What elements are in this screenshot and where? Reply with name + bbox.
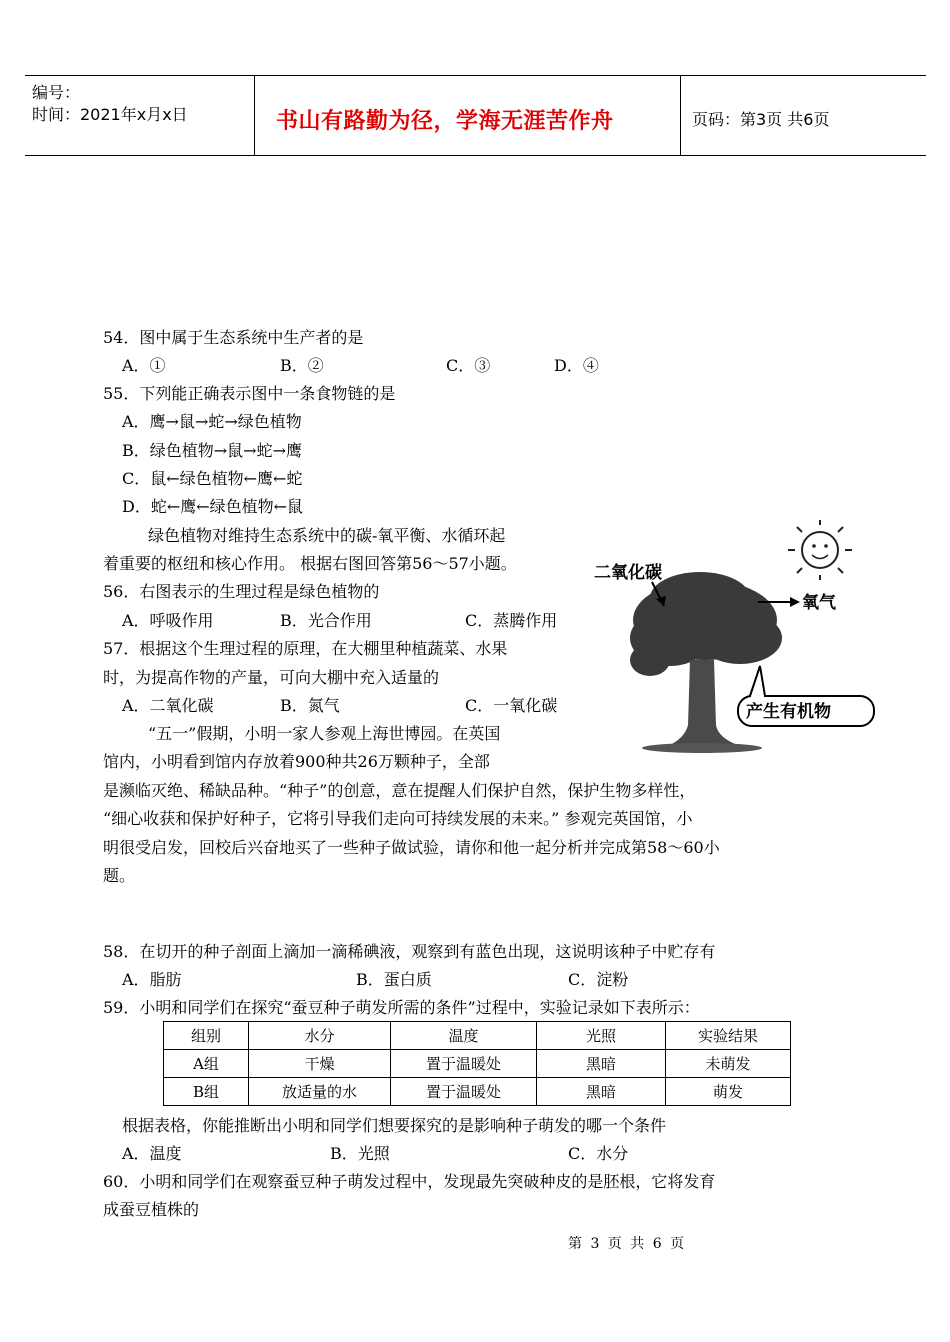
header-top-line — [25, 75, 926, 76]
q56-option-c: C．蒸腾作用 — [465, 611, 558, 630]
intro2-line1: “五一”假期，小明一家人参观上海世博园。在英国 — [148, 724, 501, 743]
header-number: 编号： — [32, 83, 81, 102]
q58-option-b: B．蛋白质 — [356, 970, 432, 989]
intro1-line1: 绿色植物对维持生态系统中的碳-氧平衡、水循环起 — [148, 526, 506, 545]
q57-stem-line1: 57．根据这个生理过程的原理，在大棚里种植蔬菜、水果 — [103, 639, 508, 658]
page-footer: 第 3 页 共 6 页 — [568, 1236, 687, 1252]
label-o2: 氧气 — [802, 593, 836, 613]
q58-stem: 58．在切开的种子剖面上滴加一滴稀碘液，观察到有蓝色出现，这说明该种子中贮存有 — [103, 942, 716, 961]
table-header-cell: 组别 — [164, 1022, 249, 1050]
q59-option-c: C．水分 — [568, 1144, 629, 1163]
q55-option-b: B．绿色植物→鼠→蛇→鹰 — [122, 441, 302, 460]
experiment-table — [163, 1021, 791, 1106]
q54-stem: 54．图中属于生态系统中生产者的是 — [103, 328, 364, 347]
q60-stem-line1: 60．小明和同学们在观察蚕豆种子萌发过程中，发现最先突破种皮的是胚根，它将发育 — [103, 1172, 716, 1191]
q56-option-b: B．光合作用 — [280, 611, 372, 630]
table-cell: 放适量的水 — [249, 1078, 391, 1106]
sun-icon — [788, 520, 852, 580]
table-header-cell: 温度 — [391, 1022, 537, 1050]
q55-stem: 55．下列能正确表示图中一条食物链的是 — [103, 384, 396, 403]
q55-option-d: D．蛇←鹰←绿色植物←鼠 — [122, 497, 304, 516]
header-divider-left — [254, 75, 255, 156]
label-organic: 产生有机物 — [746, 702, 831, 722]
table-cell: 萌发 — [666, 1078, 791, 1106]
header-time: 时间：2021年x月x日 — [32, 105, 188, 124]
intro1-line2: 着重要的枢纽和核心作用。 根据右图回答第56～57小题。 — [103, 554, 517, 573]
q57-option-a: A．二氧化碳 — [122, 696, 214, 715]
table-row — [164, 1078, 791, 1106]
table-cell: 黑暗 — [537, 1078, 666, 1106]
table-cell: 干燥 — [249, 1050, 391, 1078]
header-page-info: 页码：第3页 共6页 — [692, 110, 830, 129]
table-cell: 置于温暖处 — [391, 1078, 537, 1106]
q59-option-a: A．温度 — [122, 1144, 182, 1163]
q59-stem: 59．小明和同学们在探究“蚕豆种子萌发所需的条件”过程中，实验记录如下表所示： — [103, 998, 700, 1017]
tree-trunk — [668, 660, 740, 746]
q58-option-a: A．脂肪 — [122, 970, 182, 989]
q59-option-b: B．光照 — [330, 1144, 390, 1163]
q57-option-c: C．一氧化碳 — [465, 696, 558, 715]
q54-option-b: B．② — [280, 356, 324, 375]
photosynthesis-figure — [590, 520, 890, 760]
header-bottom-line — [25, 155, 926, 156]
table-cell: 未萌发 — [666, 1050, 791, 1078]
intro2-line4: “细心收获和保护好种子，它将引导我们走向可持续发展的未来。” 参观完英国馆，小 — [103, 809, 693, 828]
table-header-cell: 水分 — [249, 1022, 391, 1050]
q55-option-c: C．鼠←绿色植物←鹰←蛇 — [122, 469, 303, 488]
table-header-cell: 实验结果 — [666, 1022, 791, 1050]
intro2-line5: 明很受启发，回校后兴奋地买了一些种子做试验，请你和他一起分析并完成第58～60小 — [103, 838, 720, 857]
q58-option-c: C．淀粉 — [568, 970, 629, 989]
intro2-line6: 题。 — [103, 866, 136, 885]
table-cell: 黑暗 — [537, 1050, 666, 1078]
table-header-cell: 光照 — [537, 1022, 666, 1050]
header-motto: 书山有路勤为径，学海无涯苦作舟 — [276, 109, 614, 134]
table-cell: 置于温暖处 — [391, 1050, 537, 1078]
table-row — [164, 1050, 791, 1078]
table-cell: A组 — [164, 1050, 249, 1078]
table-cell: B组 — [164, 1078, 249, 1106]
intro2-line3: 是濒临灭绝、稀缺品种。“种子”的创意，意在提醒人们保护自然，保护生物多样性， — [103, 781, 696, 800]
q60-stem-line2: 成蚕豆植株的 — [103, 1200, 200, 1219]
q57-option-b: B．氮气 — [280, 696, 340, 715]
q54-option-a: A．① — [122, 356, 166, 375]
q57-stem-line2: 时，为提高作物的产量，可向大棚中充入适量的 — [103, 668, 440, 687]
q54-option-d: D．④ — [554, 356, 599, 375]
table-header-row — [164, 1022, 791, 1050]
q59-follow: 根据表格，你能推断出小明和同学们想要探究的是影响种子萌发的哪一个条件 — [122, 1116, 667, 1135]
q54-option-c: C．③ — [446, 356, 491, 375]
q55-option-a: A．鹰→鼠→蛇→绿色植物 — [122, 412, 302, 431]
header-divider-right — [680, 75, 681, 156]
intro2-line2: 馆内，小明看到馆内存放着900种共26万颗种子，全部 — [103, 752, 490, 771]
q56-option-a: A．呼吸作用 — [122, 611, 214, 630]
q56-stem: 56．右图表示的生理过程是绿色植物的 — [103, 582, 380, 601]
label-co2: 二氧化碳 — [594, 563, 662, 583]
